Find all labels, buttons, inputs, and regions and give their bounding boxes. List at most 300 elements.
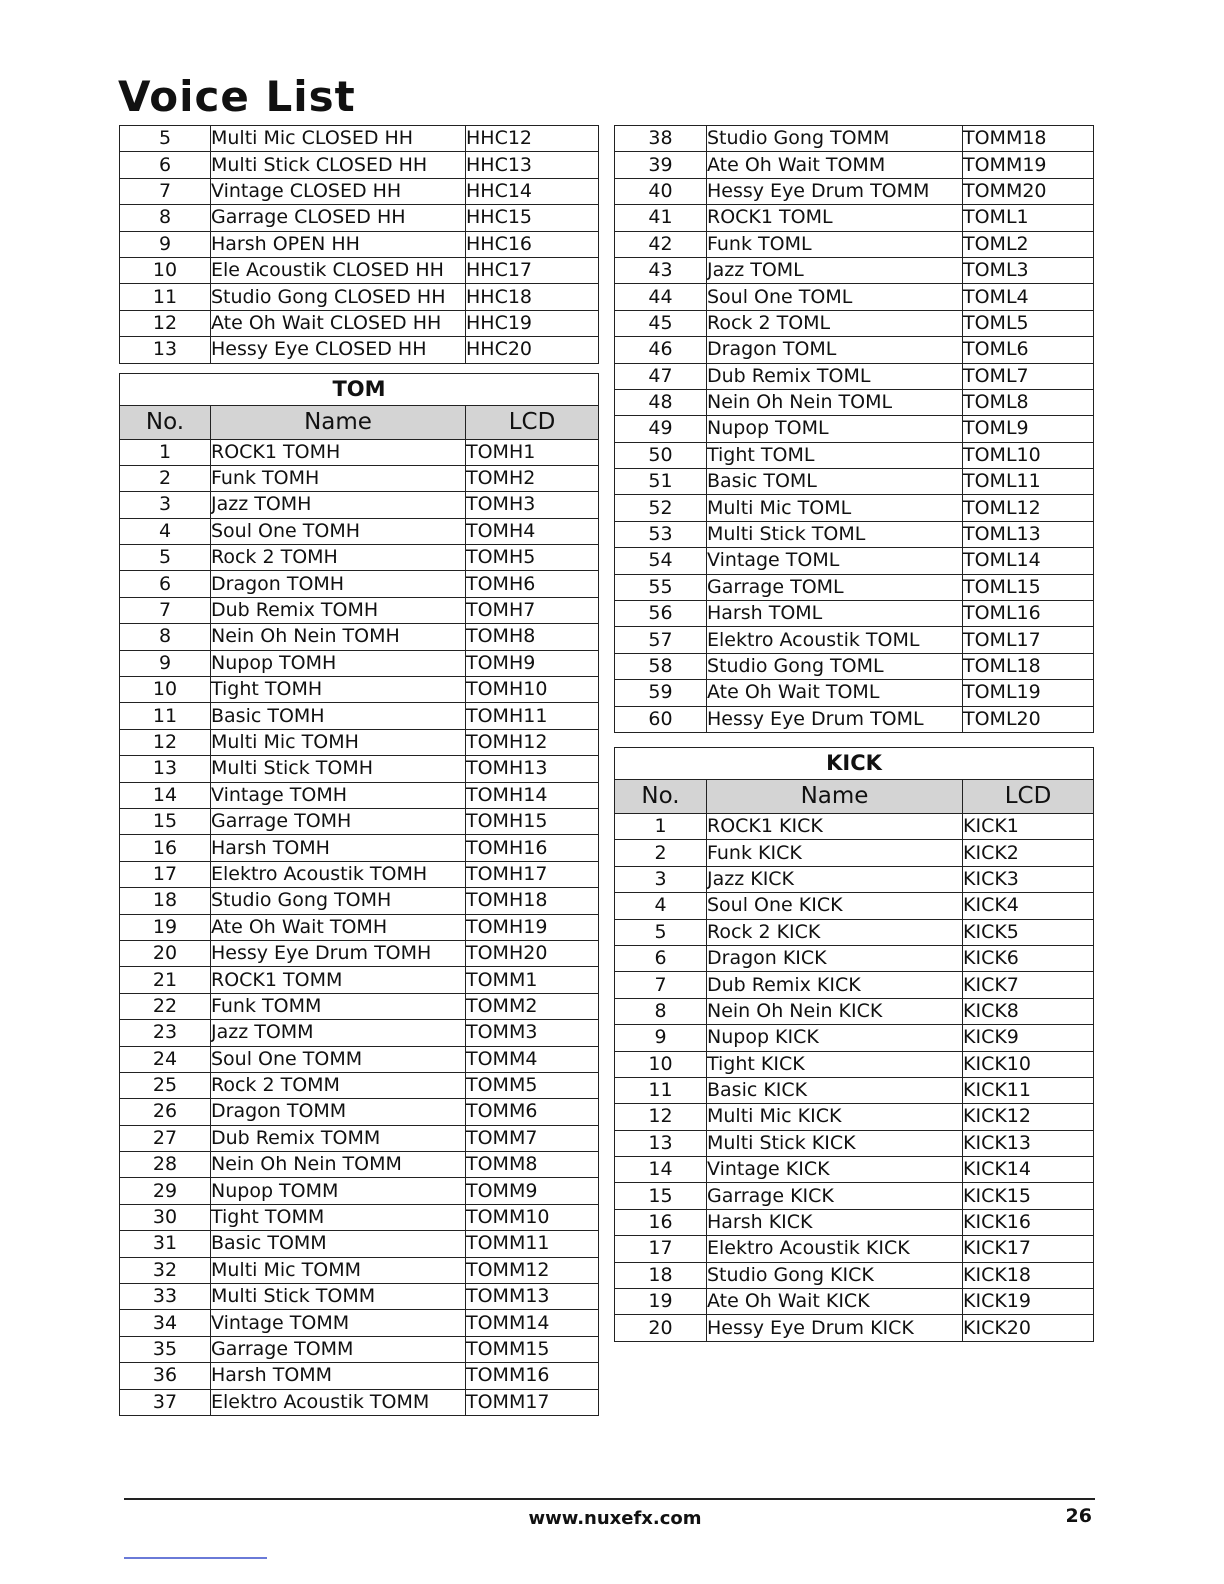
voice-name: Harsh OPEN HH <box>211 231 466 257</box>
voice-number: 11 <box>120 284 211 310</box>
table-row <box>615 126 1094 152</box>
voice-number: 9 <box>120 650 211 676</box>
voice-name: Basic KICK <box>707 1077 963 1103</box>
voice-number: 7 <box>615 972 707 998</box>
voice-number: 51 <box>615 469 707 495</box>
table-row <box>120 257 599 283</box>
table-row <box>120 231 599 257</box>
table-row <box>615 627 1094 653</box>
voice-lcd: HHC15 <box>466 205 599 231</box>
voice-lcd: TOMH14 <box>466 782 599 808</box>
voice-name: Tight TOMH <box>211 677 466 703</box>
tom-header-lcd: LCD <box>466 405 599 439</box>
voice-name: Soul One KICK <box>707 893 963 919</box>
voice-name: Harsh KICK <box>707 1209 963 1235</box>
voice-lcd: TOMH12 <box>466 729 599 755</box>
voice-lcd: KICK6 <box>963 945 1094 971</box>
table-row <box>120 888 599 914</box>
voice-number: 31 <box>120 1231 211 1257</box>
voice-lcd: KICK13 <box>963 1130 1094 1156</box>
voice-number: 3 <box>615 866 707 892</box>
voice-lcd: TOMH10 <box>466 677 599 703</box>
voice-number: 39 <box>615 152 707 178</box>
page-number: 26 <box>1065 1505 1092 1527</box>
voice-lcd: TOML9 <box>963 416 1094 442</box>
table-row <box>615 998 1094 1024</box>
kick-section-title: KICK <box>615 747 1094 779</box>
voice-lcd: KICK16 <box>963 1209 1094 1235</box>
voice-name: Jazz TOML <box>707 257 963 283</box>
voice-lcd: TOMM8 <box>466 1152 599 1178</box>
voice-name: Ate Oh Wait CLOSED HH <box>211 310 466 336</box>
voice-name: Funk TOML <box>707 231 963 257</box>
table-row <box>615 574 1094 600</box>
voice-name: Dragon TOMH <box>211 571 466 597</box>
voice-name: Nupop TOMM <box>211 1178 466 1204</box>
voice-lcd: TOMM10 <box>466 1204 599 1230</box>
voice-name: Dub Remix TOML <box>707 363 963 389</box>
voice-name: Nupop TOML <box>707 416 963 442</box>
voice-lcd: TOMM18 <box>963 126 1094 152</box>
table-row <box>120 1020 599 1046</box>
voice-lcd: TOMM11 <box>466 1231 599 1257</box>
table-row <box>120 1099 599 1125</box>
voice-lcd: KICK11 <box>963 1077 1094 1103</box>
voice-number: 11 <box>120 703 211 729</box>
voice-lcd: TOML3 <box>963 257 1094 283</box>
voice-lcd: KICK18 <box>963 1262 1094 1288</box>
voice-name: Vintage KICK <box>707 1157 963 1183</box>
voice-number: 38 <box>615 126 707 152</box>
voice-lcd: TOMH5 <box>466 545 599 571</box>
voice-name: Dub Remix KICK <box>707 972 963 998</box>
voice-lcd: TOMH13 <box>466 756 599 782</box>
voice-number: 24 <box>120 1046 211 1072</box>
voice-name: Funk TOMH <box>211 465 466 491</box>
table-row <box>120 1046 599 1072</box>
voice-lcd: TOMM4 <box>466 1046 599 1072</box>
table-row <box>120 337 599 363</box>
voice-lcd: TOML14 <box>963 548 1094 574</box>
voice-name: Rock 2 TOMM <box>211 1072 466 1098</box>
voice-name: ROCK1 TOML <box>707 205 963 231</box>
voice-name: Studio Gong KICK <box>707 1262 963 1288</box>
voice-lcd: TOML4 <box>963 284 1094 310</box>
table-row <box>615 1130 1094 1156</box>
voice-name: Basic TOMM <box>211 1231 466 1257</box>
voice-lcd: HHC19 <box>466 310 599 336</box>
voice-lcd: KICK12 <box>963 1104 1094 1130</box>
voice-lcd: KICK2 <box>963 840 1094 866</box>
voice-number: 10 <box>120 257 211 283</box>
table-row <box>120 624 599 650</box>
voice-lcd: TOMH16 <box>466 835 599 861</box>
table-row <box>615 601 1094 627</box>
voice-name: Multi Stick CLOSED HH <box>211 152 466 178</box>
voice-name: Nupop KICK <box>707 1025 963 1051</box>
voice-name: Jazz KICK <box>707 866 963 892</box>
voice-number: 6 <box>120 571 211 597</box>
voice-lcd: TOML17 <box>963 627 1094 653</box>
table-row <box>120 518 599 544</box>
voice-name: Studio Gong TOML <box>707 653 963 679</box>
table-row <box>615 178 1094 204</box>
voice-number: 37 <box>120 1389 211 1415</box>
voice-name: Ele Acoustik CLOSED HH <box>211 257 466 283</box>
voice-name: Tight KICK <box>707 1051 963 1077</box>
voice-number: 42 <box>615 231 707 257</box>
voice-number: 16 <box>120 835 211 861</box>
table-row <box>120 1178 599 1204</box>
voice-number: 18 <box>615 1262 707 1288</box>
voice-name: Garrage TOML <box>707 574 963 600</box>
voice-name: Dub Remix TOMM <box>211 1125 466 1151</box>
voice-lcd: TOMM19 <box>963 152 1094 178</box>
voice-name: Multi Stick TOMM <box>211 1284 466 1310</box>
voice-number: 3 <box>120 492 211 518</box>
voice-lcd: TOML11 <box>963 469 1094 495</box>
voice-number: 20 <box>615 1315 707 1341</box>
voice-number: 14 <box>120 782 211 808</box>
table-row <box>120 439 599 465</box>
voice-number: 49 <box>615 416 707 442</box>
table-row <box>120 677 599 703</box>
voice-number: 17 <box>615 1236 707 1262</box>
voice-number: 33 <box>120 1284 211 1310</box>
voice-lcd: TOMH7 <box>466 597 599 623</box>
voice-name: Soul One TOML <box>707 284 963 310</box>
tom-header-name: Name <box>211 405 466 439</box>
table-row <box>615 706 1094 732</box>
voice-number: 23 <box>120 1020 211 1046</box>
table-row <box>120 597 599 623</box>
voice-name: Rock 2 TOML <box>707 310 963 336</box>
voice-name: Multi Stick KICK <box>707 1130 963 1156</box>
table-row <box>120 1257 599 1283</box>
voice-name: Nein Oh Nein KICK <box>707 998 963 1024</box>
table-row <box>615 363 1094 389</box>
voice-lcd: HHC18 <box>466 284 599 310</box>
tom-header-no: No. <box>120 405 211 439</box>
voice-name: Studio Gong CLOSED HH <box>211 284 466 310</box>
voice-lcd: TOMM14 <box>466 1310 599 1336</box>
voice-number: 47 <box>615 363 707 389</box>
voice-number: 8 <box>615 998 707 1024</box>
voice-name: Dub Remix TOMH <box>211 597 466 623</box>
table-row <box>120 756 599 782</box>
kick-header-no: No. <box>615 779 707 813</box>
table-row <box>120 1152 599 1178</box>
table-row <box>615 389 1094 415</box>
table-row <box>615 548 1094 574</box>
voice-number: 12 <box>615 1104 707 1130</box>
voice-name: Soul One TOMM <box>211 1046 466 1072</box>
tom-rows <box>120 439 599 1415</box>
right-spacer <box>615 732 1094 747</box>
voice-lcd: TOMH1 <box>466 439 599 465</box>
voice-name: Vintage TOMH <box>211 782 466 808</box>
voice-name: Multi Mic TOML <box>707 495 963 521</box>
voice-number: 7 <box>120 178 211 204</box>
voice-lcd: TOMH11 <box>466 703 599 729</box>
voice-name: Nein Oh Nein TOMH <box>211 624 466 650</box>
voice-name: Vintage CLOSED HH <box>211 178 466 204</box>
voice-number: 34 <box>120 1310 211 1336</box>
voice-table-left <box>119 125 599 1416</box>
voice-number: 57 <box>615 627 707 653</box>
voice-name: ROCK1 KICK <box>707 813 963 839</box>
voice-lcd: KICK4 <box>963 893 1094 919</box>
voice-number: 13 <box>615 1130 707 1156</box>
voice-number: 26 <box>120 1099 211 1125</box>
table-row <box>615 893 1094 919</box>
tom-section <box>120 373 599 439</box>
voice-lcd: TOMH8 <box>466 624 599 650</box>
voice-name: Vintage TOML <box>707 548 963 574</box>
voice-name: Ate Oh Wait TOML <box>707 680 963 706</box>
table-row <box>615 1209 1094 1235</box>
voice-lcd: TOMH9 <box>466 650 599 676</box>
voice-lcd: TOMH4 <box>466 518 599 544</box>
voice-lcd: KICK10 <box>963 1051 1094 1077</box>
voice-lcd: HHC14 <box>466 178 599 204</box>
voice-name: Elektro Acoustik KICK <box>707 1236 963 1262</box>
voice-number: 12 <box>120 729 211 755</box>
voice-name: Rock 2 KICK <box>707 919 963 945</box>
voice-number: 2 <box>615 840 707 866</box>
voice-name: Multi Mic TOMM <box>211 1257 466 1283</box>
voice-number: 55 <box>615 574 707 600</box>
voice-lcd: HHC20 <box>466 337 599 363</box>
voice-number: 1 <box>120 439 211 465</box>
table-row <box>120 205 599 231</box>
table-row <box>615 919 1094 945</box>
voice-number: 9 <box>120 231 211 257</box>
voice-number: 54 <box>615 548 707 574</box>
voice-lcd: TOMH19 <box>466 914 599 940</box>
voice-name: Multi Stick TOML <box>707 521 963 547</box>
page-title: Voice List <box>118 72 356 121</box>
voice-number: 60 <box>615 706 707 732</box>
table-row <box>615 1183 1094 1209</box>
table-row <box>615 310 1094 336</box>
voice-number: 19 <box>120 914 211 940</box>
voice-number: 56 <box>615 601 707 627</box>
voice-number: 20 <box>120 940 211 966</box>
voice-name: Dragon KICK <box>707 945 963 971</box>
voice-name: Garrage TOMM <box>211 1336 466 1362</box>
voice-lcd: TOMM1 <box>466 967 599 993</box>
voice-number: 19 <box>615 1289 707 1315</box>
table-row <box>615 257 1094 283</box>
voice-table-right <box>614 125 1094 1342</box>
voice-name: Garrage KICK <box>707 1183 963 1209</box>
voice-number: 21 <box>120 967 211 993</box>
voice-lcd: TOML13 <box>963 521 1094 547</box>
voice-number: 59 <box>615 680 707 706</box>
link-underline <box>124 1557 267 1559</box>
table-row <box>120 1072 599 1098</box>
table-row <box>120 1363 599 1389</box>
voice-number: 5 <box>120 545 211 571</box>
voice-name: Nein Oh Nein TOMM <box>211 1152 466 1178</box>
voice-name: Hessy Eye Drum TOML <box>707 706 963 732</box>
table-row <box>120 729 599 755</box>
voice-number: 12 <box>120 310 211 336</box>
voice-lcd: TOML5 <box>963 310 1094 336</box>
voice-name: Tight TOMM <box>211 1204 466 1230</box>
voice-number: 22 <box>120 993 211 1019</box>
voice-name: Ate Oh Wait TOMH <box>211 914 466 940</box>
voice-lcd: KICK7 <box>963 972 1094 998</box>
voice-lcd: TOMM9 <box>466 1178 599 1204</box>
voice-lcd: TOMH17 <box>466 861 599 887</box>
voice-name: Dragon TOMM <box>211 1099 466 1125</box>
table-row <box>120 1125 599 1151</box>
voice-number: 5 <box>615 919 707 945</box>
voice-number: 44 <box>615 284 707 310</box>
table-row <box>120 152 599 178</box>
voice-number: 1 <box>615 813 707 839</box>
voice-lcd: TOML7 <box>963 363 1094 389</box>
voice-number: 53 <box>615 521 707 547</box>
footer-website: www.nuxefx.com <box>528 1508 702 1529</box>
voice-number: 25 <box>120 1072 211 1098</box>
table-row <box>120 126 599 152</box>
voice-lcd: HHC17 <box>466 257 599 283</box>
voice-lcd: TOMH18 <box>466 888 599 914</box>
table-row <box>120 492 599 518</box>
voice-name: Harsh TOMH <box>211 835 466 861</box>
voice-name: Rock 2 TOMH <box>211 545 466 571</box>
table-row <box>120 808 599 834</box>
voice-number: 40 <box>615 178 707 204</box>
table-row <box>615 653 1094 679</box>
voice-lcd: TOMH2 <box>466 465 599 491</box>
table-row <box>615 284 1094 310</box>
voice-lcd: TOMM13 <box>466 1284 599 1310</box>
voice-name: Nupop TOMH <box>211 650 466 676</box>
table-row <box>120 940 599 966</box>
voice-number: 9 <box>615 1025 707 1051</box>
voice-number: 10 <box>120 677 211 703</box>
voice-name: Soul One TOMH <box>211 518 466 544</box>
table-row <box>615 442 1094 468</box>
tom-continued-rows <box>615 126 1094 733</box>
table-row <box>615 469 1094 495</box>
voice-lcd: TOMH6 <box>466 571 599 597</box>
voice-number: 45 <box>615 310 707 336</box>
voice-name: Tight TOML <box>707 442 963 468</box>
voice-number: 48 <box>615 389 707 415</box>
kick-section <box>615 747 1094 813</box>
voice-number: 52 <box>615 495 707 521</box>
voice-number: 50 <box>615 442 707 468</box>
voice-name: Ate Oh Wait TOMM <box>707 152 963 178</box>
voice-lcd: TOMM20 <box>963 178 1094 204</box>
voice-number: 17 <box>120 861 211 887</box>
voice-lcd: KICK1 <box>963 813 1094 839</box>
voice-number: 5 <box>120 126 211 152</box>
table-row <box>615 152 1094 178</box>
voice-name: Jazz TOMH <box>211 492 466 518</box>
table-row <box>120 835 599 861</box>
voice-lcd: TOMM17 <box>466 1389 599 1415</box>
voice-lcd: TOMM2 <box>466 993 599 1019</box>
voice-number: 36 <box>120 1363 211 1389</box>
voice-name: Nein Oh Nein TOML <box>707 389 963 415</box>
table-row <box>615 1315 1094 1341</box>
voice-lcd: KICK8 <box>963 998 1094 1024</box>
voice-name: Studio Gong TOMH <box>211 888 466 914</box>
table-row <box>120 178 599 204</box>
voice-number: 6 <box>615 945 707 971</box>
voice-name: Garrage TOMH <box>211 808 466 834</box>
table-row <box>120 465 599 491</box>
voice-number: 8 <box>120 205 211 231</box>
voice-lcd: KICK20 <box>963 1315 1094 1341</box>
voice-number: 14 <box>615 1157 707 1183</box>
table-row <box>615 495 1094 521</box>
table-row <box>615 521 1094 547</box>
voice-lcd: TOMM6 <box>466 1099 599 1125</box>
table-row <box>120 1284 599 1310</box>
voice-lcd: TOMH15 <box>466 808 599 834</box>
voice-lcd: HHC12 <box>466 126 599 152</box>
table-row <box>120 703 599 729</box>
table-row <box>120 1310 599 1336</box>
voice-name: Jazz TOMM <box>211 1020 466 1046</box>
voice-number: 46 <box>615 337 707 363</box>
voice-lcd: KICK9 <box>963 1025 1094 1051</box>
table-row <box>615 945 1094 971</box>
table-row <box>120 571 599 597</box>
voice-lcd: TOML8 <box>963 389 1094 415</box>
voice-lcd: KICK3 <box>963 866 1094 892</box>
voice-name: Multi Mic CLOSED HH <box>211 126 466 152</box>
voice-name: Harsh TOML <box>707 601 963 627</box>
voice-name: Dragon TOML <box>707 337 963 363</box>
voice-number: 8 <box>120 624 211 650</box>
table-row <box>120 914 599 940</box>
voice-name: Hessy Eye Drum TOMH <box>211 940 466 966</box>
voice-number: 13 <box>120 756 211 782</box>
voice-lcd: KICK19 <box>963 1289 1094 1315</box>
table-row <box>120 650 599 676</box>
kick-header-name: Name <box>707 779 963 813</box>
voice-number: 11 <box>615 1077 707 1103</box>
tom-section-title: TOM <box>120 373 599 405</box>
table-row <box>615 416 1094 442</box>
voice-lcd: TOMM3 <box>466 1020 599 1046</box>
voice-lcd: HHC16 <box>466 231 599 257</box>
table-row <box>615 866 1094 892</box>
voice-name: Elektro Acoustik TOMH <box>211 861 466 887</box>
voice-number: 4 <box>120 518 211 544</box>
voice-name: Funk TOMM <box>211 993 466 1019</box>
voice-lcd: KICK14 <box>963 1157 1094 1183</box>
voice-name: Multi Stick TOMH <box>211 756 466 782</box>
table-row <box>615 840 1094 866</box>
table-row <box>120 1389 599 1415</box>
voice-number: 6 <box>120 152 211 178</box>
table-row <box>120 993 599 1019</box>
voice-number: 16 <box>615 1209 707 1235</box>
voice-name: Elektro Acoustik TOML <box>707 627 963 653</box>
voice-number: 35 <box>120 1336 211 1362</box>
voice-number: 32 <box>120 1257 211 1283</box>
table-row <box>615 205 1094 231</box>
